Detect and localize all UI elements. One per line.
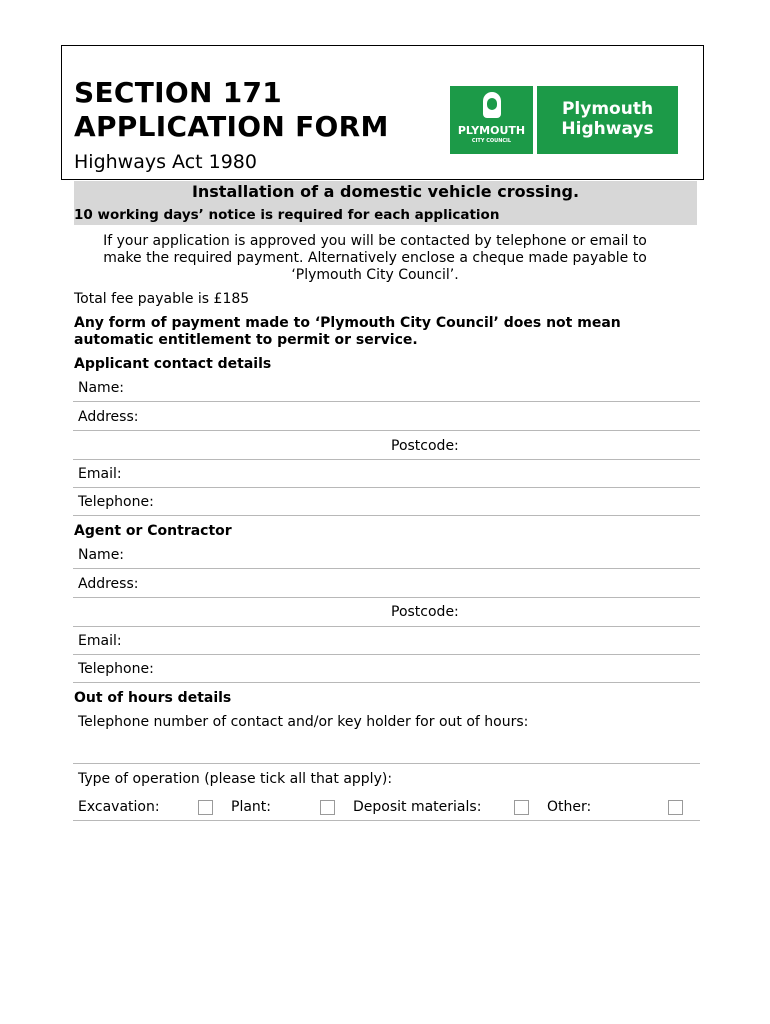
excavation-checkbox[interactable] <box>198 800 213 815</box>
agent-email-field[interactable]: Email: <box>78 633 122 649</box>
applicant-email-field[interactable]: Email: <box>78 466 122 482</box>
divider <box>73 654 700 655</box>
intro-text <box>60 233 690 284</box>
divider <box>73 597 700 598</box>
logo-highways-line-2: Highways <box>561 119 654 139</box>
agent-address-field[interactable]: Address: <box>78 576 139 592</box>
out-of-hours-contact-field[interactable]: Telephone number of contact and/or key holder for out of hours: <box>78 714 529 730</box>
other-label: Other: <box>547 799 592 815</box>
plymouth-highways-logo <box>537 86 678 154</box>
plant-label: Plant: <box>231 799 271 815</box>
intro-line-3: ‘Plymouth City Council’. <box>291 267 459 283</box>
form-subtitle: Highways Act 1980 <box>74 151 257 173</box>
divider <box>73 487 700 488</box>
logo-council-sub: CITY COUNCIL <box>471 138 512 144</box>
banner-heading: Installation of a domestic vehicle crossing. <box>191 182 580 201</box>
agent-telephone-field[interactable]: Telephone: <box>78 661 154 677</box>
banner-notice: 10 working days’ notice is required for each application <box>74 207 500 223</box>
title-line-1: SECTION 171 <box>74 76 283 109</box>
logo-highways-line-1: Plymouth <box>561 99 654 119</box>
agent-postcode-field[interactable]: Postcode: <box>391 604 459 620</box>
divider <box>73 820 700 821</box>
divider <box>73 626 700 627</box>
divider <box>73 682 700 683</box>
plymouth-city-council-logo <box>450 86 533 154</box>
applicant-telephone-field[interactable]: Telephone: <box>78 494 154 510</box>
logo-council-name: PLYMOUTH <box>457 124 526 137</box>
deposit-materials-checkbox[interactable] <box>514 800 529 815</box>
divider <box>73 459 700 460</box>
applicant-postcode-field[interactable]: Postcode: <box>391 438 459 454</box>
title-line-2: APPLICATION FORM <box>74 110 389 143</box>
notice-banner <box>74 181 697 225</box>
fee-text: Total fee payable is £185 <box>74 291 250 307</box>
divider <box>73 401 700 402</box>
agent-heading: Agent or Contractor <box>74 523 232 539</box>
divider <box>73 568 700 569</box>
applicant-heading: Applicant contact details <box>74 356 272 372</box>
excavation-label: Excavation: <box>78 799 160 815</box>
other-checkbox[interactable] <box>668 800 683 815</box>
payment-warning: Any form of payment made to ‘Plymouth City Council’ does not mean automatic entitlement to permit or service. <box>74 315 621 348</box>
intro-line-1: If your application is approved you will be contacted by telephone or email to <box>103 233 647 249</box>
divider <box>73 515 700 516</box>
operation-type-label: Type of operation (please tick all that apply): <box>78 771 393 787</box>
crest-icon <box>483 92 501 118</box>
deposit-materials-label: Deposit materials: <box>353 799 482 815</box>
out-of-hours-heading: Out of hours details <box>74 690 232 706</box>
intro-line-2: make the required payment. Alternatively enclose a cheque made payable to <box>103 250 647 266</box>
applicant-name-field[interactable]: Name: <box>78 380 125 396</box>
agent-name-field[interactable]: Name: <box>78 547 125 563</box>
applicant-address-field[interactable]: Address: <box>78 409 139 425</box>
divider <box>73 763 700 764</box>
divider <box>73 430 700 431</box>
form-title <box>74 76 389 144</box>
plant-checkbox[interactable] <box>320 800 335 815</box>
